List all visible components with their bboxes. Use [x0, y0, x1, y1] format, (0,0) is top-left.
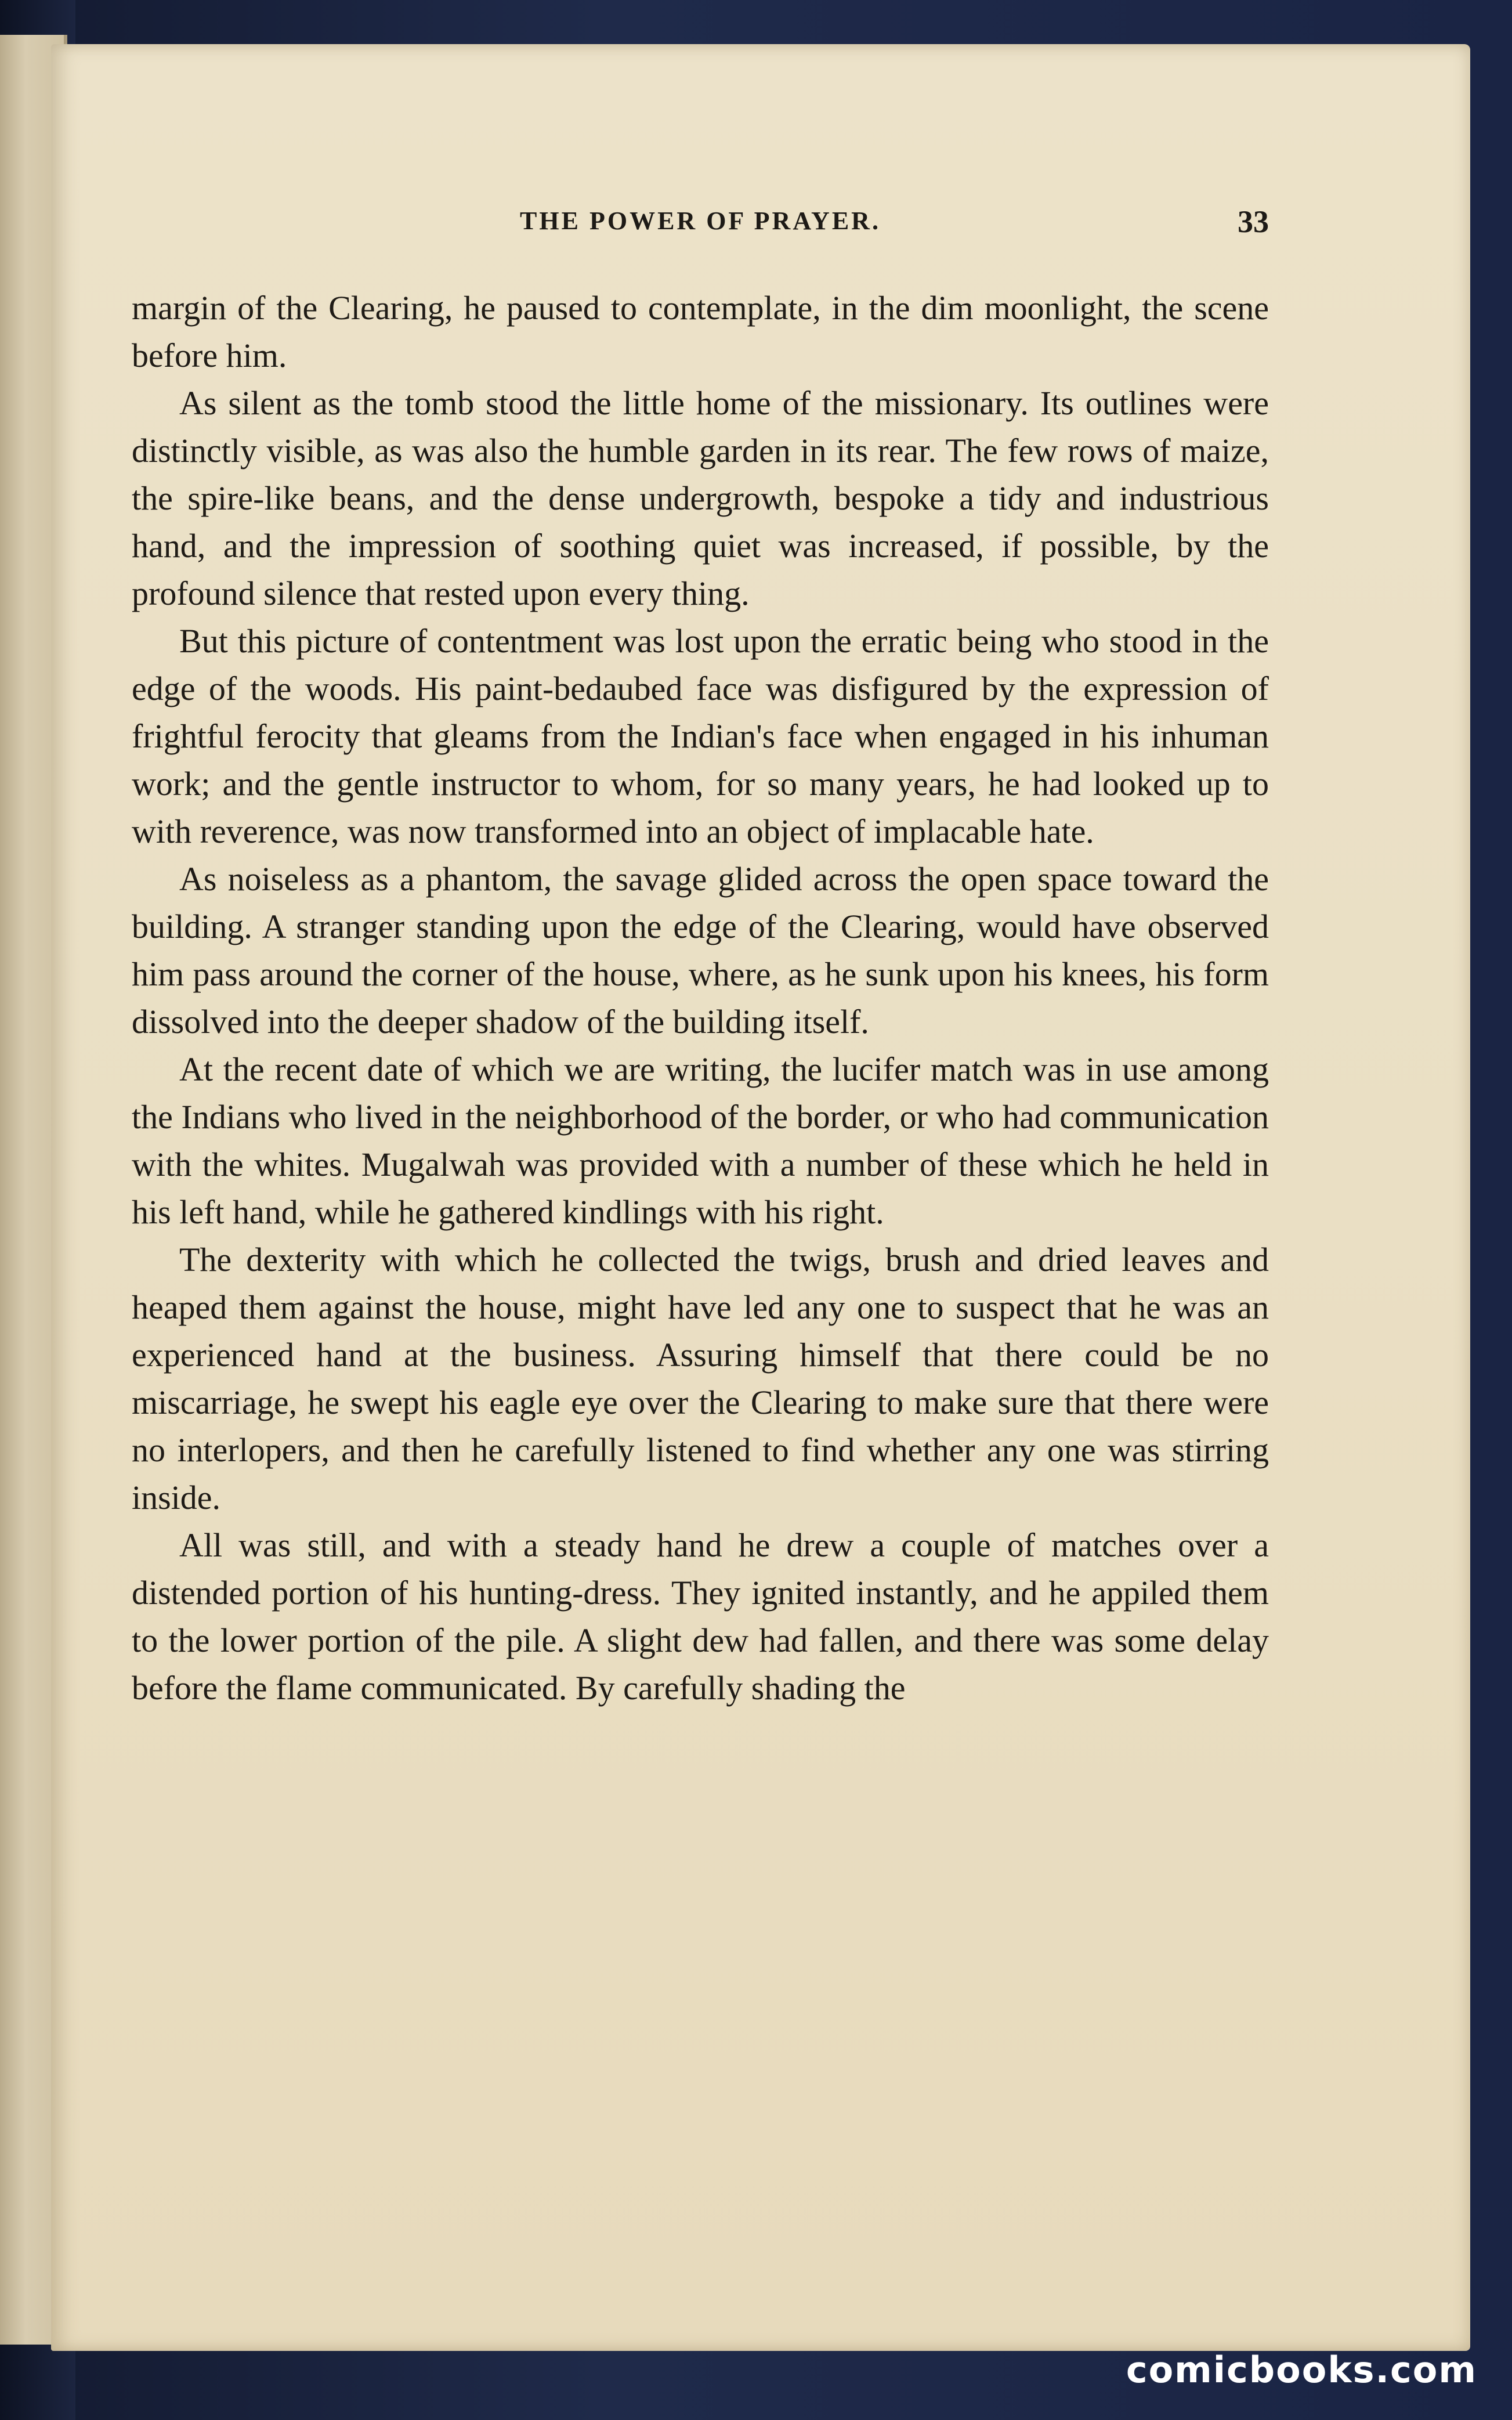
paragraph: As noiseless as a phantom, the savage glided across the open space toward the building. A stranger standing upon the edge of the Clearing, would have observed him pass around the corner of the house, where, as he sunk upon his knees, his form dissolved into the deeper shadow of the building itself. — [132, 860, 1269, 1041]
paragraph: All was still, and with a steady hand he drew a couple of matches over a distended portion of his hunting-dress. They ignited instantly, and he appiled them to the lower portion of the pile. A slight dew had fallen, and there was some delay before the flame communicated. By carefully shading the — [132, 1526, 1269, 1707]
page-body — [132, 284, 1269, 1712]
paragraph: The dexterity with which he collected the twigs, brush and dried leaves and heaped them against the house, might have led any one to suspect that he was an experienced hand at the business. Assuring himself that there could be no miscarriage, he swept his eagle eye over the Clearing to make sure that there were no interlopers, and then he carefully listened to find whether any one was stirring inside. — [132, 1241, 1269, 1516]
paragraph: But this picture of contentment was lost upon the erratic being who stood in the edge of the woods. His paint-bedaubed face was disfigured by the expression of frightful ferocity that gleams from the Indian's face when engaged in his inhuman work; and the gentle instructor to whom, for so many years, he had looked up to with reverence, was now transformed into an object of implacable hate. — [132, 622, 1269, 850]
page-number: 33 — [1238, 204, 1269, 239]
running-head — [132, 206, 1269, 241]
running-title: THE POWER OF PRAYER. — [520, 207, 881, 235]
paragraph: As silent as the tomb stood the little home of the missionary. Its outlines were distinctly visible, as was also the humble garden in its rear. The few rows of maize, the spire-like beans, and the dense undergrowth, bespoke a tidy and industrious hand, and the impression of soothing quiet was increased, if possible, by the profound silence that rested upon every thing. — [132, 384, 1269, 612]
paragraph: At the recent date of which we are writing, the lucifer match was in use among the Indians who lived in the neighborhood of the border, or who had communication with the whites. Mugalwah was provided with a number of these which he held in his left hand, while he gathered kindlings with his right. — [132, 1050, 1269, 1231]
site-watermark: comicbooks.com — [1126, 2349, 1477, 2391]
paragraph: margin of the Clearing, he paused to contemplate, in the dim moonlight, the scene before him. — [132, 289, 1269, 374]
